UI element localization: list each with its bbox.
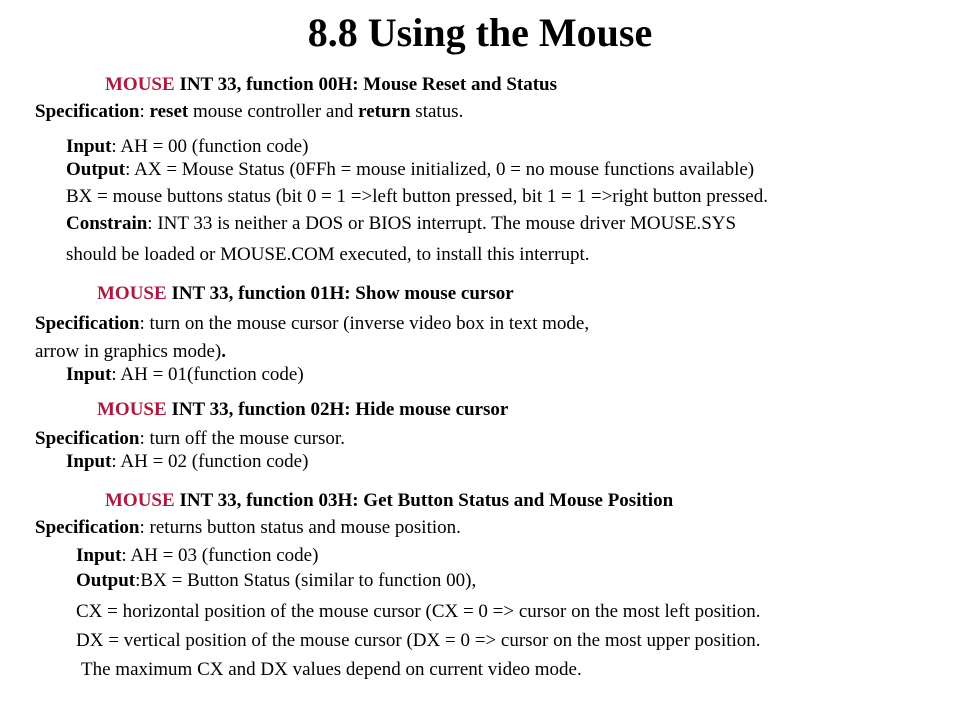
section-03h-heading-text: INT 33, function 03H: Get Button Status and Mouse Position xyxy=(174,490,674,511)
mouse-keyword: MOUSE xyxy=(97,399,167,420)
input-label: Input xyxy=(66,136,112,157)
constrain-label: Constrain xyxy=(66,213,148,234)
section-01h-input xyxy=(66,364,304,386)
section-02h-specification xyxy=(35,428,345,450)
section-01h-heading-text: INT 33, function 01H: Show mouse cursor xyxy=(166,283,514,304)
specification-label: Specification xyxy=(35,517,140,538)
spec-text: : xyxy=(139,101,150,122)
spec-keyword-return: return xyxy=(358,101,411,122)
output-text: :BX = Button Status (similar to function 00), xyxy=(135,570,477,591)
input-label: Input xyxy=(66,364,112,385)
spec-text: arrow in graphics mode) xyxy=(35,341,222,362)
section-00h-specification xyxy=(35,101,463,123)
section-00h-heading xyxy=(105,74,557,96)
specification-label: Specification xyxy=(35,428,140,449)
spec-period: . xyxy=(221,341,226,362)
section-03h-input xyxy=(76,545,318,567)
spec-text: mouse controller and xyxy=(188,101,359,122)
input-text: : AH = 01(function code) xyxy=(111,364,304,385)
output-text: : AX = Mouse Status (0FFh = mouse initialized, 0 = no mouse functions available) xyxy=(125,159,755,180)
mouse-keyword: MOUSE xyxy=(105,490,175,511)
section-01h-heading xyxy=(97,283,514,305)
input-text: : AH = 00 (function code) xyxy=(111,136,309,157)
mouse-keyword: MOUSE xyxy=(105,74,175,95)
input-label: Input xyxy=(66,451,112,472)
spec-text: : turn on the mouse cursor (inverse video box in text mode, xyxy=(139,313,590,334)
section-03h-max-line: The maximum CX and DX values depend on current video mode. xyxy=(81,659,582,680)
section-02h-input xyxy=(66,451,308,473)
section-00h-constrain-cont: should be loaded or MOUSE.COM executed, to install this interrupt. xyxy=(66,244,590,265)
section-02h-heading xyxy=(97,399,508,421)
section-02h-heading-text: INT 33, function 02H: Hide mouse cursor xyxy=(166,399,509,420)
section-03h-specification xyxy=(35,517,461,539)
section-03h-heading xyxy=(105,490,673,512)
section-01h-specification xyxy=(35,313,589,335)
section-01h-specification-cont xyxy=(35,341,226,363)
section-03h-output xyxy=(76,570,476,592)
page-title: 8.8 Using the Mouse xyxy=(307,10,653,55)
specification-label: Specification xyxy=(35,101,140,122)
section-00h-constrain xyxy=(66,213,736,235)
output-label: Output xyxy=(66,159,126,180)
section-00h-heading-text: INT 33, function 00H: Mouse Reset and Status xyxy=(174,74,558,95)
mouse-keyword: MOUSE xyxy=(97,283,167,304)
spec-text: : turn off the mouse cursor. xyxy=(139,428,345,449)
specification-label: Specification xyxy=(35,313,140,334)
constrain-text: : INT 33 is neither a DOS or BIOS interrupt. The mouse driver MOUSE.SYS xyxy=(147,213,737,234)
input-label: Input xyxy=(76,545,122,566)
spec-keyword-reset: reset xyxy=(149,101,189,122)
section-03h-cx-line: CX = horizontal position of the mouse cursor (CX = 0 => cursor on the most left position. xyxy=(76,601,761,622)
spec-text: : returns button status and mouse position. xyxy=(139,517,461,538)
input-text: : AH = 03 (function code) xyxy=(121,545,319,566)
spec-text: status. xyxy=(410,101,464,122)
section-00h-bx-line: BX = mouse buttons status (bit 0 = 1 =>left button pressed, bit 1 = 1 =>right button pressed. xyxy=(66,186,768,207)
section-00h-input xyxy=(66,136,308,158)
output-label: Output xyxy=(76,570,136,591)
section-00h-output xyxy=(66,159,754,181)
section-03h-dx-line: DX = vertical position of the mouse cursor (DX = 0 => cursor on the most upper position. xyxy=(76,630,761,651)
input-text: : AH = 02 (function code) xyxy=(111,451,309,472)
